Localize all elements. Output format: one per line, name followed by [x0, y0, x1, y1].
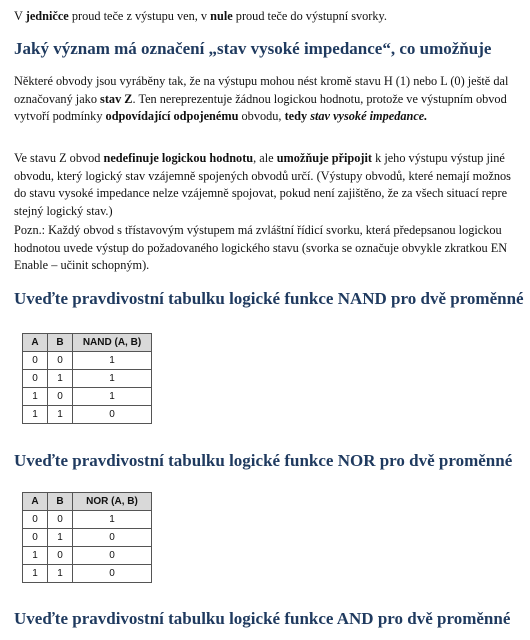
- table-row: [23, 370, 152, 388]
- table-header-row: [23, 334, 152, 352]
- table-cell: 0: [23, 370, 48, 388]
- table-cell: 0: [73, 547, 152, 565]
- table-cell: 0: [48, 547, 73, 565]
- table-cell: 0: [48, 352, 73, 370]
- table-row: [23, 529, 152, 547]
- column-header: A: [23, 334, 48, 352]
- table-cell: 1: [48, 529, 73, 547]
- heading-nor: Uveďte pravdivostní tabulku logické funkce NOR pro dvě proměnné: [14, 451, 513, 470]
- table-cell: 1: [48, 565, 73, 583]
- table-cell: 1: [23, 547, 48, 565]
- table-cell: 0: [48, 511, 73, 529]
- heading-and: Uveďte pravdivostní tabulku logické funkce AND pro dvě proměnné: [14, 609, 511, 628]
- table-cell: 1: [23, 565, 48, 583]
- heading-high-impedance: Jaký význam má označení „stav vysoké impedance“, co umožňuje: [14, 39, 492, 58]
- table-cell: 1: [23, 406, 48, 424]
- table-row: [23, 565, 152, 583]
- column-header: B: [48, 493, 73, 511]
- table-cell: 0: [73, 406, 152, 424]
- nor-truth-table: [22, 492, 152, 583]
- table-cell: 1: [48, 406, 73, 424]
- table-row: [23, 406, 152, 424]
- column-header: A: [23, 493, 48, 511]
- table-cell: 0: [23, 511, 48, 529]
- paragraph-z-usage: Ve stavu Z obvod nedefinuje logickou hodnotu, ale umožňuje připojit k jeho výstupu výstup jiné obvodu, který logický stav vzájemně spojených obvodů určí. (Výstupy obvodů, které nemají možnos do stavu vysoké impedance nelze vzájemně spojovat, pokud není zajištěno, že za všech situací repre stejný logický stav.): [14, 151, 511, 218]
- table-cell: 1: [73, 352, 152, 370]
- table-cell: 1: [73, 370, 152, 388]
- column-header: NOR (A, B): [73, 493, 152, 511]
- table-cell: 0: [23, 352, 48, 370]
- heading-nand: Uveďte pravdivostní tabulku logické funkce NAND pro dvě proměnné: [14, 289, 524, 308]
- column-header: B: [48, 334, 73, 352]
- paragraph-z-state: Některé obvody jsou vyráběny tak, že na výstupu mohou nést kromě stavu H (1) nebo L (0) ještě dal označovaný jako stav Z. Ten nereprezentuje žádnou logickou hodnotu, protože ve výstupním obvod vytvoří podmínky odpovídající odpojenému obvodu, tedy stav vysoké impedance.: [14, 74, 509, 123]
- table-row: [23, 388, 152, 406]
- table-cell: 1: [73, 511, 152, 529]
- column-header: NAND (A, B): [73, 334, 152, 352]
- table-cell: 0: [23, 529, 48, 547]
- table-row: [23, 352, 152, 370]
- intro-paragraph: V jedničce proud teče z výstupu ven, v nule proud teče do výstupní svorky.: [14, 9, 387, 23]
- nand-truth-table: [22, 333, 152, 424]
- table-row: [23, 547, 152, 565]
- table-cell: 1: [48, 370, 73, 388]
- table-cell: 0: [73, 565, 152, 583]
- paragraph-note: Pozn.: Každý obvod s třístavovým výstupem má zvláštní řídicí svorku, která předepsanou logickou hodnotou uvede výstup do požadovaného logického stavu (svorka se označuje obvykle zkratkou EN Enable – učinit schopným).: [14, 223, 508, 272]
- table-cell: 1: [23, 388, 48, 406]
- table-cell: 0: [48, 388, 73, 406]
- table-header-row: [23, 493, 152, 511]
- table-cell: 1: [73, 388, 152, 406]
- table-row: [23, 511, 152, 529]
- table-cell: 0: [73, 529, 152, 547]
